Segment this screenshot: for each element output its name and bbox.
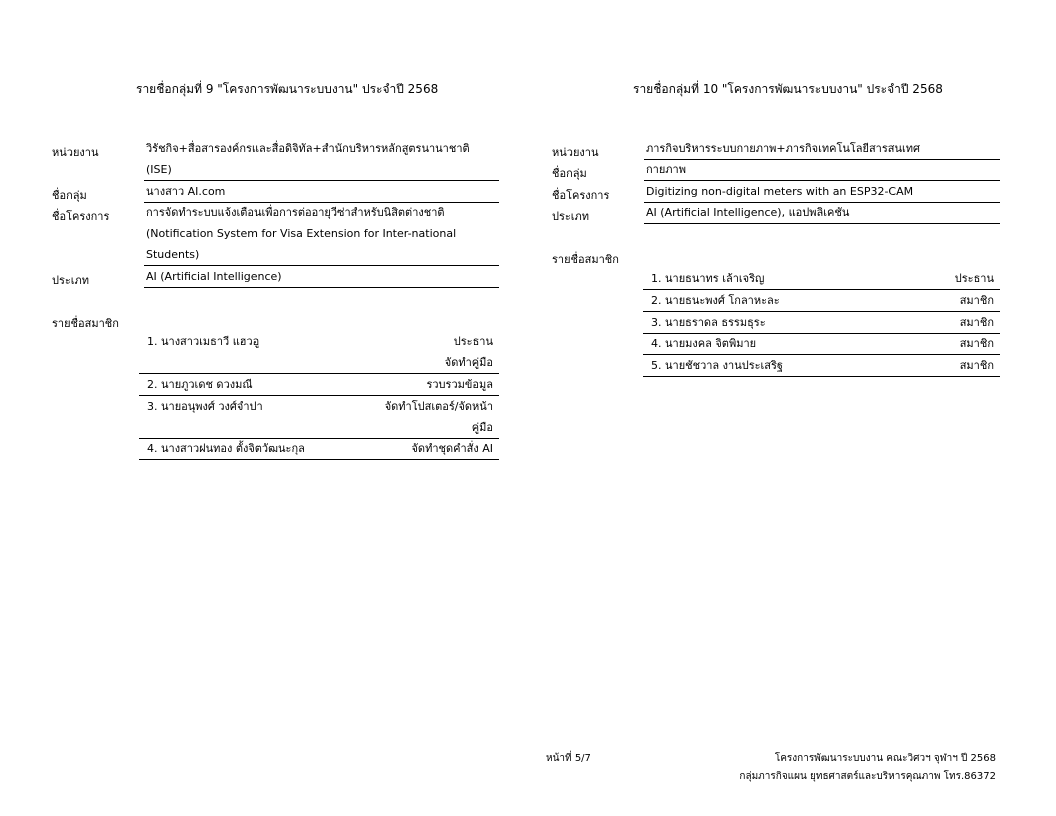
group9-project-label: ชื่อโครงการ [52,210,110,223]
group9-unit-line-1: วิรัชกิจ+สื่อสารองค์กรและสื่อดิจิทัล+สำนักบริหารหลักสูตรนานาชาติ [146,142,470,155]
group9-member-row [139,438,499,460]
footer-line-2: กลุ่มภารกิจแผน ยุทธศาสตร์และบริหารคุณภาพ โทร.86372 [739,771,996,782]
group9-type-value [144,266,499,288]
member-role-line: รวบรวมข้อมูล [426,378,493,391]
group10-type-text: AI (Artificial Intelligence), แอปพลิเคชัน [646,206,850,219]
member-role-line: คู่มือ [471,421,493,434]
group10-member-row [643,290,1000,312]
member-role [426,374,499,395]
group9-project-line-2: (Notification System for Visa Extension for Inter-national [146,227,457,240]
group9-unit-line-2: (ISE) [146,163,172,176]
group10-type-label: ประเภท [552,210,590,223]
member-name: 2. นายภูวเดช ดวงมณี [147,378,253,391]
member-role: สมาชิก [959,294,994,307]
member-name: 4. นายมงคล จิตพิมาย [651,337,757,350]
group9-type-label: ประเภท [52,274,90,287]
group10-members-label: รายชื่อสมาชิก [552,253,619,266]
member-role-line: จัดทำชุดคำสั่ง AI [411,442,493,455]
group10-group-name-value [644,159,1000,181]
group9-members-label: รายชื่อสมาชิก [52,317,119,330]
group10-member-row [643,268,1000,290]
group9-member-row [139,331,499,374]
group10-member-row [643,355,1000,377]
member-name: 2. นายธนะพงศ์ โกลาหะละ [651,294,780,307]
member-role-line: จัดทำโปสเตอร์/จัดหน้า [384,400,493,413]
group9-member-row [139,396,499,439]
group10-member-row [643,312,1000,334]
footer-line-1: โครงการพัฒนาระบบงาน คณะวิศวฯ จุฬาฯ ปี 2568 [774,753,996,764]
group10-type-value [644,202,1000,224]
member-role: สมาชิก [959,337,994,350]
group9-member-row [139,374,499,396]
group10-project-text: Digitizing non-digital meters with an ESP32-CAM [646,185,914,198]
group10-unit-value [644,138,1000,160]
member-name: 5. นายชัชวาล งานประเสริฐ [651,359,783,372]
member-role-line: ประธาน [453,335,493,348]
member-role: สมาชิก [959,359,994,372]
group9-group-name-text: นางสาว AI.com [146,185,226,198]
member-role: สมาชิก [959,316,994,329]
group9-unit-value [144,138,499,181]
member-name: 4. นางสาวฝนทอง ตั้งจิตวัฒนะกุล [147,442,305,455]
member-role [445,331,499,373]
member-role-line: จัดทำคู่มือ [444,356,493,369]
group9-group-name-value [144,181,499,203]
group10-title: รายชื่อกลุ่มที่ 10 "โครงการพัฒนาระบบงาน" ประจำปี 2568 [633,82,943,96]
member-name: 3. นายธราดล ธรรมธุระ [651,316,766,329]
group9-project-line-1: การจัดทำระบบแจ้งเตือนเพื่อการต่ออายุวีซ่าสำหรับนิสิตต่างชาติ [146,206,445,219]
group9-group-name-label: ชื่อกลุ่ม [52,189,87,202]
group10-unit-label: หน่วยงาน [552,146,599,159]
group9-project-value [144,202,499,266]
member-role: ประธาน [954,272,994,285]
page-number: หน้าที่ 5/7 [546,753,591,764]
member-name: 3. นายอนุพงศ์ วงศ์จำปา [147,400,263,413]
member-role [411,438,499,459]
group10-member-row [643,333,1000,355]
group9-title: รายชื่อกลุ่มที่ 9 "โครงการพัฒนาระบบงาน" ประจำปี 2568 [136,82,439,96]
group10-group-name-label: ชื่อกลุ่ม [552,167,587,180]
member-role [385,396,499,438]
group9-project-line-3: Students) [146,248,200,261]
group10-unit-text: ภารกิจบริหารระบบกายภาพ+ภารกิจเทคโนโลยีสารสนเทศ [646,142,920,155]
group9-type-text: AI (Artificial Intelligence) [146,270,282,283]
group10-project-label: ชื่อโครงการ [552,189,610,202]
group10-project-value [644,181,1000,203]
member-name: 1. นางสาวเมธาวี แฮวอู [147,335,260,348]
group9-unit-label: หน่วยงาน [52,146,99,159]
group10-group-name-text: กายภาพ [646,163,686,176]
member-name: 1. นายธนาทร เล้าเจริญ [651,272,765,285]
